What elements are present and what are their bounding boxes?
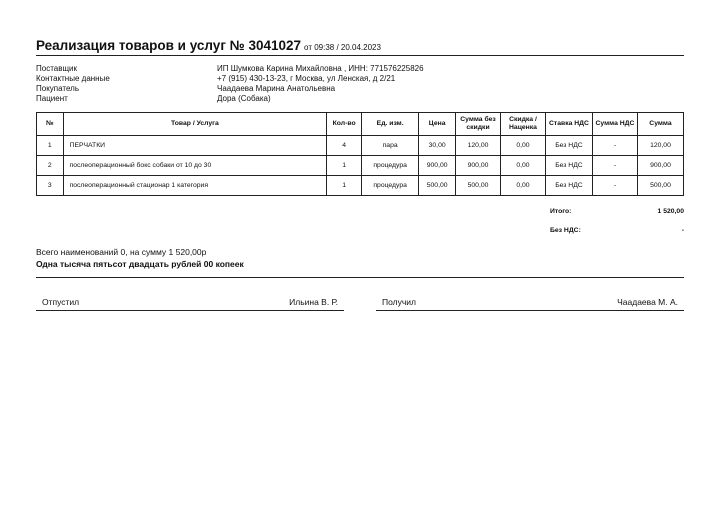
table-cell: 900,00	[637, 156, 683, 176]
document-date: от 09:38 / 20.04.2023	[304, 43, 381, 52]
totals-value: -	[681, 227, 684, 234]
table-cell: 500,00	[419, 176, 456, 196]
info-label: Поставщик	[36, 64, 78, 73]
table-cell: 30,00	[419, 136, 456, 156]
signature-received	[376, 297, 684, 311]
document-title: Реализация товаров и услуг № 3041027	[36, 38, 302, 53]
info-row-supplier	[36, 64, 684, 74]
column-header: Скидка / Наценка	[501, 113, 546, 136]
table-cell: 0,00	[501, 156, 546, 176]
table-cell: 1	[327, 156, 362, 176]
summary-amount-words: Одна тысяча пятьсот двадцать рублей 00 копеек	[36, 259, 244, 269]
info-label: Пациент	[36, 94, 68, 103]
table-cell: 0,00	[501, 136, 546, 156]
title-row	[36, 38, 684, 56]
table-row	[37, 136, 684, 156]
table-cell: 900,00	[419, 156, 456, 176]
table-cell: 1	[327, 176, 362, 196]
divider	[36, 277, 684, 278]
totals-row	[36, 221, 684, 240]
column-header: Цена	[419, 113, 456, 136]
info-row-patient	[36, 94, 684, 104]
table-cell: Без НДС	[545, 156, 592, 176]
info-label: Покупатель	[36, 84, 79, 93]
table-cell: 0,00	[501, 176, 546, 196]
table-cell: 2	[37, 156, 64, 176]
info-row-contacts	[36, 74, 684, 84]
info-label: Контактные данные	[36, 74, 110, 83]
table-cell: 1	[37, 136, 64, 156]
table-cell: 3	[37, 176, 64, 196]
table-cell: -	[592, 176, 637, 196]
totals-value: 1 520,00	[657, 208, 684, 215]
info-value: +7 (915) 430-13-23, г Москва, ул Ленская, д 2/21	[217, 74, 396, 83]
signature-label: Отпустил	[42, 297, 80, 307]
table-cell: 500,00	[637, 176, 683, 196]
column-header: Ед. изм.	[362, 113, 419, 136]
table-cell: 900,00	[456, 156, 501, 176]
info-value: Чаадаева Марина Анатольевна	[217, 84, 336, 93]
table-cell: -	[592, 136, 637, 156]
info-value: Дора (Собака)	[217, 94, 271, 103]
column-header: №	[37, 113, 64, 136]
column-header: Сумма без скидки	[456, 113, 501, 136]
signature-name: Чаадаева М. А.	[617, 297, 678, 307]
totals-label: Итого:	[550, 208, 572, 215]
table-cell: 500,00	[456, 176, 501, 196]
table-cell: ПЕРЧАТКИ	[63, 136, 327, 156]
table-cell: -	[592, 156, 637, 176]
totals-row	[36, 202, 684, 221]
table-cell: процедура	[362, 156, 419, 176]
totals-block	[36, 202, 684, 240]
column-header: Сумма НДС	[592, 113, 637, 136]
signature-name: Ильина В. Р.	[289, 297, 338, 307]
table-header-row	[37, 113, 684, 136]
column-header: Кол-во	[327, 113, 362, 136]
table-row	[37, 156, 684, 176]
parties-info	[36, 64, 684, 104]
column-header: Товар / Услуга	[63, 113, 327, 136]
table-cell: пара	[362, 136, 419, 156]
info-value: ИП Шумкова Карина Михайловна , ИНН: 771576225826	[217, 64, 424, 73]
column-header: Сумма	[637, 113, 683, 136]
signatures	[36, 297, 684, 311]
summary-count: Всего наименований 0, на сумму 1 520,00р	[36, 247, 207, 257]
table-cell: 120,00	[637, 136, 683, 156]
column-header: Ставка НДС	[545, 113, 592, 136]
table-cell: Без НДС	[545, 136, 592, 156]
summary	[36, 246, 684, 270]
table-row	[37, 176, 684, 196]
totals-label: Без НДС:	[550, 227, 581, 234]
table-cell: 4	[327, 136, 362, 156]
document-page	[36, 38, 684, 311]
signature-released	[36, 297, 344, 311]
signature-label: Получил	[382, 297, 416, 307]
table-cell: послеоперационный стационар 1 категория	[63, 176, 327, 196]
table-cell: процедура	[362, 176, 419, 196]
items-table	[36, 112, 684, 196]
table-cell: Без НДС	[545, 176, 592, 196]
table-cell: послеоперационный бокс собаки от 10 до 30	[63, 156, 327, 176]
table-cell: 120,00	[456, 136, 501, 156]
info-row-buyer	[36, 84, 684, 94]
